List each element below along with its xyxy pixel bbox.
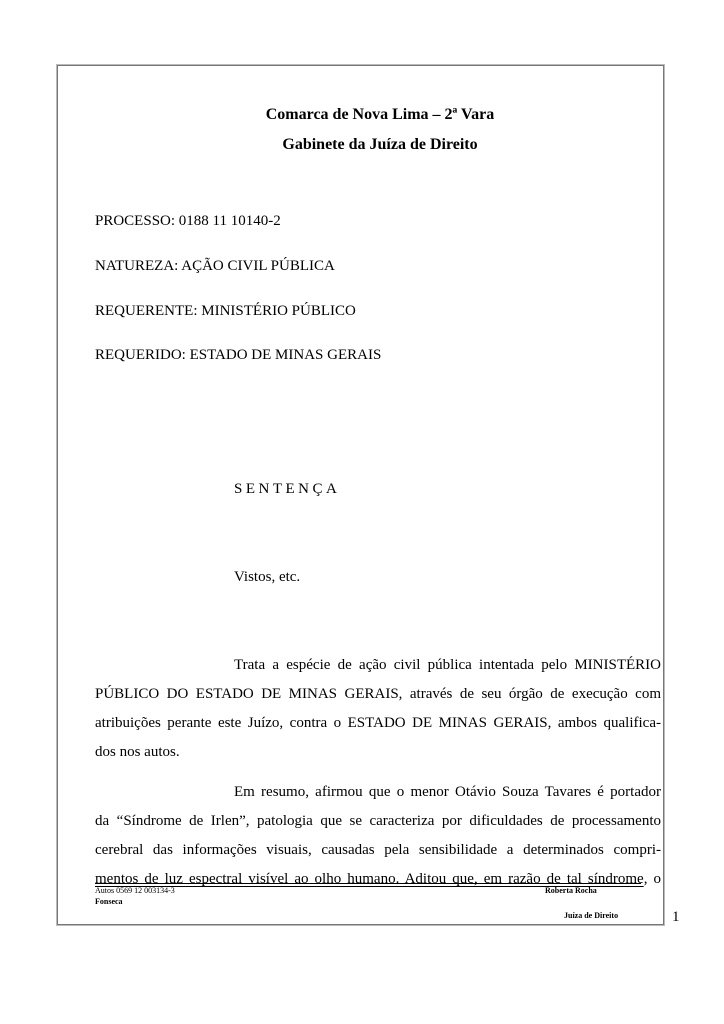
- process-number: PROCESSO: 0188 11 10140-2: [95, 213, 281, 229]
- paragraph-line: cerebral das informações visuais, causadas pela sensibilidade a determinados compri-: [95, 842, 661, 858]
- footer-judge-last-name: Fonseca: [95, 897, 123, 906]
- footer-divider: [95, 883, 641, 884]
- paragraph-line: da “Síndrome de Irlen”, patologia que se caracteriza por dificuldades de processamento: [95, 813, 661, 829]
- case-nature: NATUREZA: AÇÃO CIVIL PÚBLICA: [95, 258, 335, 274]
- paragraph-summary: [95, 778, 661, 894]
- respondent: REQUERIDO: ESTADO DE MINAS GERAIS: [95, 347, 382, 363]
- paragraph-line: Trata a espécie de ação civil pública intentada pelo MINISTÉRIO: [234, 657, 661, 673]
- underlined-text: mentos de luz espectral visível ao olho humano. Aditou que, em razão de tal síndrome: [95, 871, 644, 887]
- sentence-title: SENTENÇA: [234, 481, 341, 497]
- petitioner: REQUERENTE: MINISTÉRIO PÚBLICO: [95, 303, 356, 319]
- paragraph-line: PÚBLICO DO ESTADO DE MINAS GERAIS, através de seu órgão de execução com: [95, 686, 661, 702]
- court-name: Comarca de Nova Lima – 2ª Vara: [265, 106, 495, 123]
- paragraph-line: mentos de luz espectral visível ao olho humano. Aditou que, em razão de tal síndrome, o: [95, 871, 662, 887]
- paragraph-intro: [95, 651, 661, 767]
- chamber-name: Gabinete da Juíza de Direito: [282, 136, 478, 153]
- footer-judge-title: Juíza de Direito: [564, 911, 619, 920]
- paragraph-line: dos nos autos.: [95, 744, 180, 760]
- vistos-text: Vistos, etc.: [234, 569, 301, 585]
- footer-case-ref: Autos 0569 12 003134-3: [95, 886, 175, 895]
- paragraph-line: atribuições perante este Juízo, contra o ESTADO DE MINAS GERAIS, ambos qualifica-: [95, 715, 661, 731]
- page-number: 1: [672, 909, 680, 925]
- footer-judge-first-name: Roberta Rocha: [545, 886, 597, 895]
- paragraph-line: Em resumo, afirmou que o menor Otávio Souza Tavares é portador: [234, 784, 661, 800]
